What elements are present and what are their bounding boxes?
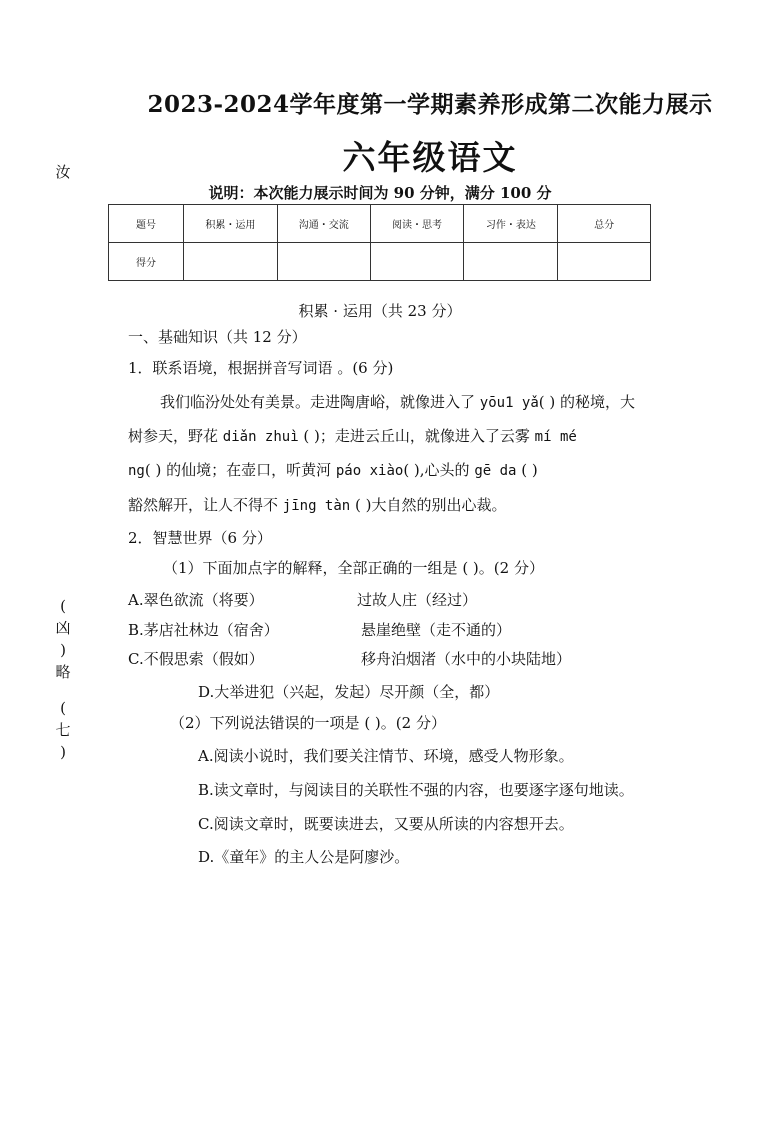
- passage-text: ( )；走进云丘山，就像进入了云雾: [298, 427, 535, 445]
- passage-text: 豁然解开，让人不得不: [128, 496, 283, 514]
- table-header-cell: 题号: [109, 205, 184, 243]
- subquestion-2-stem: （2）下列说法错误的一项是 ( )。(2 分）: [170, 714, 446, 732]
- table-header-cell: 积累・运用: [183, 205, 277, 243]
- score-cell[interactable]: [558, 243, 651, 281]
- statement-b: B.读文章时，与阅读目的关联性不强的内容，也要逐字逐句地读。: [198, 781, 634, 799]
- side-char: (: [60, 699, 66, 717]
- passage-line: [160, 391, 635, 412]
- exam-note: 说明：本次能力展示时间为 90 分钟，满分 100 分: [208, 184, 552, 202]
- option-d: D.大举进犯（兴起，发起）尽开颜（全，都）: [198, 683, 500, 701]
- table-row-label: 得分: [109, 243, 184, 281]
- side-char: (: [60, 597, 66, 615]
- passage-line: [128, 459, 538, 480]
- side-char: 略: [55, 663, 71, 681]
- pinyin: jīng tàn: [282, 498, 351, 514]
- option-b-right: 悬崖绝壁（走不通的）: [361, 621, 512, 639]
- pinyin: ng: [128, 463, 145, 479]
- side-char: ): [60, 743, 66, 761]
- pinyin: mí mé: [534, 429, 577, 445]
- option-a-left: A.翠色欲流（将要）: [128, 591, 264, 609]
- table-header-cell: 习作・表达: [464, 205, 558, 243]
- pinyin: gē da: [474, 463, 517, 479]
- side-char: 七: [55, 721, 71, 739]
- pinyin: páo xiào: [335, 463, 404, 479]
- passage-text: 我们临汾处处有美景。走进陶唐峪，就像进入了: [160, 393, 480, 411]
- side-char: 凶: [55, 619, 71, 637]
- passage-text: ( ) 的仙境；在壶口，听黄河: [144, 461, 336, 479]
- question-1-stem: 1．联系语境，根据拼音写词语 。(6 分): [128, 359, 394, 377]
- subquestion-1-stem: （1）下面加点字的解释，全部正确的一组是 ( )。(2 分）: [163, 559, 544, 577]
- passage-text: ( ) 的秘境，大: [538, 393, 636, 411]
- side-char: ): [60, 641, 66, 659]
- statement-d: D.《童年》的主人公是阿廖沙。: [198, 848, 410, 866]
- section-title: 积累 · 运用（共 23 分）: [298, 302, 462, 320]
- pinyin: diǎn zhuì: [222, 429, 299, 445]
- passage-line: [128, 494, 506, 515]
- statement-c: C.阅读文章时，既要读进去，又要从所读的内容想开去。: [198, 815, 574, 833]
- table-header-cell: 沟通・交流: [277, 205, 370, 243]
- pinyin: yōu1 yǎ: [479, 395, 539, 411]
- passage-text: ( ),心头的: [403, 461, 475, 479]
- score-cell[interactable]: [277, 243, 370, 281]
- score-cell[interactable]: [183, 243, 277, 281]
- option-b-left: B.茅店社林边（宿舍）: [128, 621, 279, 639]
- option-c-left: C.不假思索（假如）: [128, 650, 264, 668]
- question-2-stem: 2．智慧世界（6 分）: [128, 529, 272, 547]
- exam-title: 2023-2024学年度第一学期素养形成第二次能力展示: [147, 91, 713, 118]
- passage-text: ( ): [516, 461, 538, 479]
- table-header-cell: 阅读・思考: [370, 205, 464, 243]
- passage-text: 树参天，野花: [128, 427, 223, 445]
- part-heading: 一、基础知识（共 12 分）: [128, 328, 307, 346]
- subject-title: 六年级语文: [342, 138, 518, 177]
- passage-text: ( )大自然的别出心裁。: [350, 496, 507, 514]
- option-a-right: 过故人庄（经过）: [357, 591, 478, 609]
- table-header-cell: 总分: [558, 205, 651, 243]
- score-cell[interactable]: [464, 243, 558, 281]
- score-table: [108, 204, 651, 281]
- statement-a: A.阅读小说时，我们要关注情节、环境，感受人物形象。: [198, 747, 574, 765]
- option-c-right: 移舟泊烟渚（水中的小块陆地）: [361, 650, 572, 668]
- passage-line: [128, 425, 577, 446]
- score-cell[interactable]: [370, 243, 464, 281]
- side-char: 汝: [55, 163, 71, 181]
